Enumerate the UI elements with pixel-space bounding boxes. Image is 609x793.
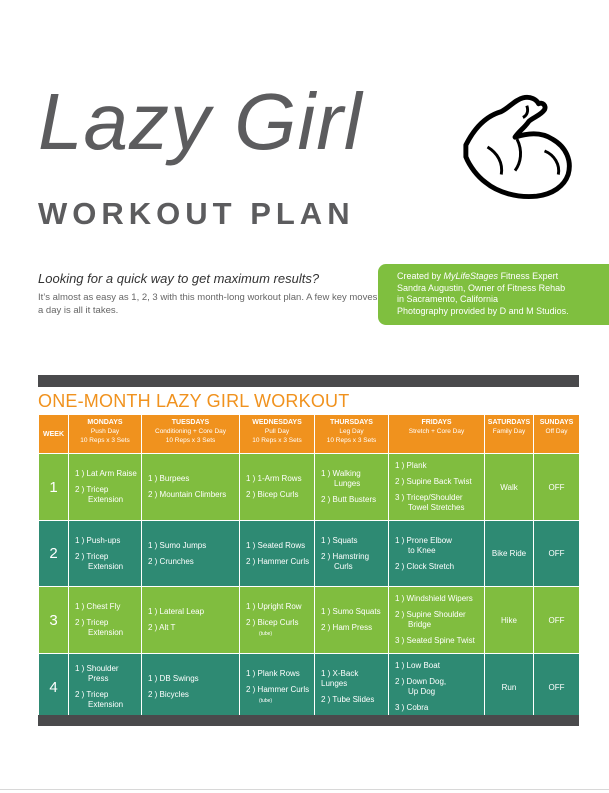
workout-table [38,414,580,721]
header-friday: FRIDAYS Stretch + Core Day [389,415,485,454]
tuesday-cell: 1 ) DB Swings 2 ) Bicycles [142,654,240,721]
saturday-cell: Walk [485,454,534,521]
header-thursday: THURSDAYS Leg Day 10 Reps x 3 Sets [315,415,389,454]
friday-cell: 1 ) Prone Elbow to Knee 2 ) Clock Stretch [389,521,485,587]
friday-cell: 1 ) Low Boat 2 ) Down Dog, Up Dog 3 ) Cobra [389,654,485,721]
wednesday-cell: 1 ) 1-Arm Rows 2 ) Bicep Curls [240,454,315,521]
thursday-cell: 1 ) Sumo Squats 2 ) Ham Press [315,587,389,654]
tuesday-cell: 1 ) Lateral Leap 2 ) Alt T [142,587,240,654]
credit-brand: MyLifeStages [443,271,499,281]
week-number: 2 [39,521,69,587]
table-row [39,454,580,521]
divider-bar-bottom [38,715,579,726]
sunday-cell: OFF [534,587,580,654]
credit-box [378,264,609,325]
credit-line-4: Photography provided by D and M Studios. [397,305,569,316]
header-wednesday: WEDNESDAYS Pull Day 10 Reps x 3 Sets [240,415,315,454]
tuesday-cell: 1 ) Burpees 2 ) Mountain Climbers [142,454,240,521]
week-number: 4 [39,654,69,721]
credit-prefix: Created by [397,271,444,281]
thursday-cell: 1 ) Walking Lunges 2 ) Butt Busters [315,454,389,521]
sunday-cell: OFF [534,454,580,521]
credit-suffix: Fitness Expert [498,271,559,281]
tuesday-cell: 1 ) Sumo Jumps 2 ) Crunches [142,521,240,587]
sunday-cell: OFF [534,654,580,721]
thursday-cell: 1 ) X-Back Lunges 2 ) Tube Slides [315,654,389,721]
page-subtitle: WORKOUT PLAN [38,196,355,231]
wednesday-cell: 1 ) Upright Row 2 ) Bicep Curls (tube) [240,587,315,654]
intro-body: It’s almost as easy as 1, 2, 3 with this month-long workout plan. A few key moves a day is all it takes. [38,292,378,316]
section-title: ONE-MONTH LAZY GIRL WORKOUT [38,391,350,411]
monday-cell: 1 ) Shoulder Press 2 ) Tricep Extension [69,654,142,721]
week-number: 1 [39,454,69,521]
friday-cell: 1 ) Plank 2 ) Supine Back Twist 3 ) Tricep/Shoulder Towel Stretches [389,454,485,521]
header-monday: MONDAYS Push Day 10 Reps x 3 Sets [69,415,142,454]
table-row [39,587,580,654]
header-tuesday: TUESDAYS Conditioning + Core Day 10 Reps x 3 Sets [142,415,240,454]
intro-question: Looking for a quick way to get maximum results? [38,271,320,286]
page-edge-line [0,789,609,790]
wednesday-cell: 1 ) Seated Rows 2 ) Hammer Curls [240,521,315,587]
monday-cell: 1 ) Lat Arm Raise 2 ) Tricep Extension [69,454,142,521]
monday-cell: 1 ) Push-ups 2 ) Tricep Extension [69,521,142,587]
wednesday-cell: 1 ) Plank Rows 2 ) Hammer Curls (tube) [240,654,315,721]
table-row [39,521,580,587]
page-title: Lazy Girl [38,77,363,166]
credit-line-1 [397,271,609,283]
week-header: WEEK [39,415,69,454]
table-header-row [39,415,580,454]
sunday-cell: OFF [534,521,580,587]
credit-line-2: Sandra Augustin, Owner of Fitness Rehab [397,282,566,293]
saturday-cell: Bike Ride [485,521,534,587]
week-number: 3 [39,587,69,654]
saturday-cell: Run [485,654,534,721]
thursday-cell: 1 ) Squats 2 ) Hamstring Curls [315,521,389,587]
header-sunday: SUNDAYS Off Day [534,415,580,454]
monday-cell: 1 ) Chest Fly 2 ) Tricep Extension [69,587,142,654]
divider-bar-top [38,375,579,387]
table-row [39,654,580,721]
saturday-cell: Hike [485,587,534,654]
friday-cell: 1 ) Windshield Wipers 2 ) Supine Shoulder Bridge 3 ) Seated Spine Twist [389,587,485,654]
flexed-arm-icon [458,88,576,206]
credit-line-3: in Sacramento, California [397,294,499,304]
header-saturday: SATURDAYS Family Day [485,415,534,454]
